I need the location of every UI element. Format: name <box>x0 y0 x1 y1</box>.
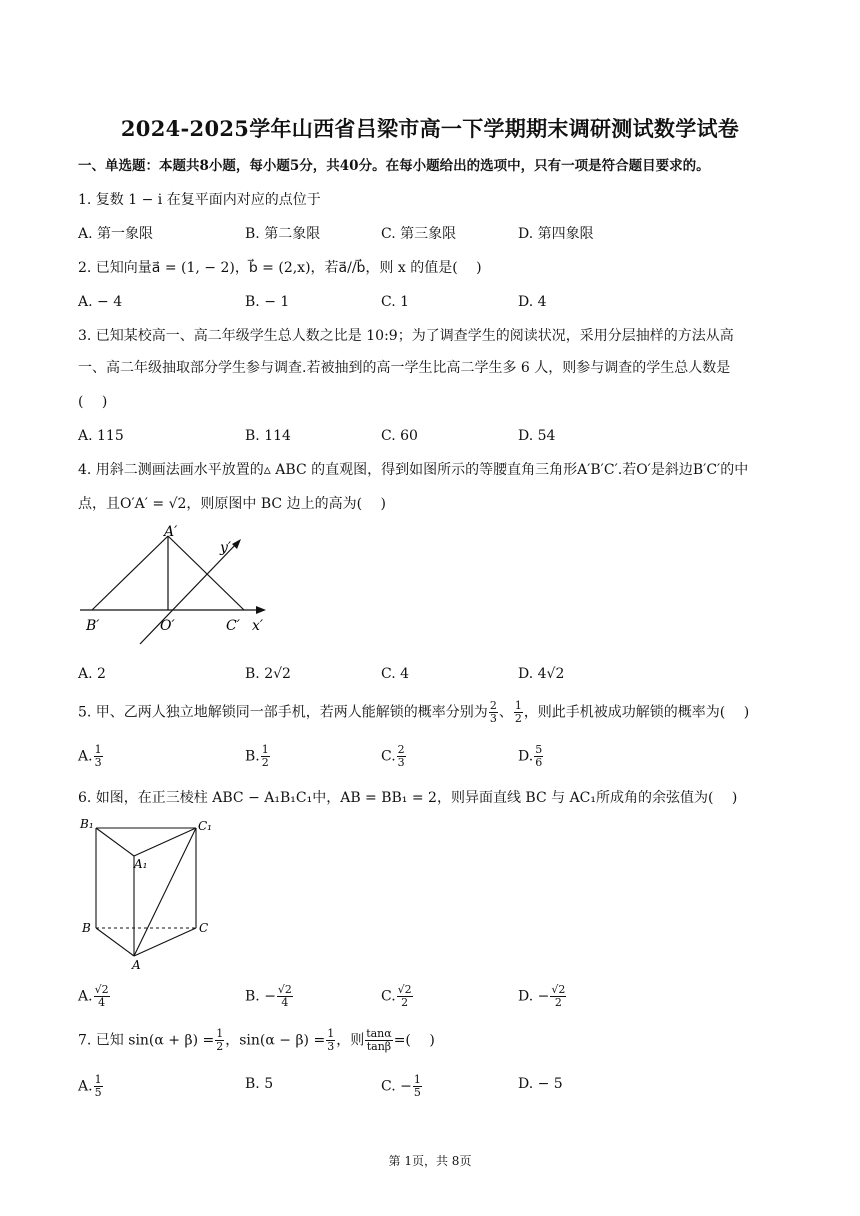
q4-label-x: x′ <box>252 618 264 634</box>
q6-label-c1: C₁ <box>198 819 212 833</box>
q5-option-b: B. $\frac{1}{2}$ <box>245 743 269 769</box>
question-6-stem: 6. 如图，在正三棱柱 ABC − A₁B₁C₁中，AB = BB₁ = 2，则异面直线 BC 与 AC₁所成角的余弦值为( ) <box>78 790 738 806</box>
q5-option-d: D. $\frac{5}{6}$ <box>518 743 543 769</box>
q4-label-y: y′ <box>220 540 232 556</box>
q1-option-d: D. 第四象限 <box>518 226 594 242</box>
q5-stem-end: ，则此手机被成功解锁的概率为( ) <box>523 704 750 721</box>
question-5-stem <box>78 700 749 725</box>
q6-option-c: C. $\frac{√2}{2}$ <box>381 983 412 1009</box>
question-7-stem: 7. 已知 sin(α + β) = $\frac{1}{2}$ ，sin(α − β) = $\frac{1}{3}$ ，则 $\frac{\tan\alpha}{\tan\beta}$ =( ) <box>78 1027 435 1053</box>
question-1-stem: 1. 复数 1 − i 在复平面内对应的点位于 <box>78 192 321 208</box>
question-3-line-1: 3. 已知某校高一、高二年级学生总人数之比是 10:9；为了调查学生的阅读状况，采用分层抽样的方法从高 <box>78 328 734 344</box>
page-title: 2024-2025学年山西省吕梁市高一下学期期末调研测试数学试卷 <box>120 116 740 141</box>
q6-figure <box>78 812 228 972</box>
q6-label-b1: B₁ <box>80 817 94 831</box>
q4-label-b: B′ <box>86 618 100 634</box>
q4-label-a: A′ <box>164 524 178 540</box>
q5-stem-start: 5. 甲、乙两人独立地解锁同一部手机，若两人能解锁的概率分别为 <box>78 704 488 721</box>
q5-option-c: C. $\frac{2}{3}$ <box>381 743 405 769</box>
q2-option-d: D. 4 <box>518 294 547 310</box>
q2-option-b: B. − 1 <box>245 294 290 310</box>
q5-separator: 、 <box>498 704 513 721</box>
q1-option-a: A. 第一象限 <box>78 226 154 242</box>
q6-option-b: B. − $\frac{√2}{4}$ <box>245 983 292 1009</box>
question-2-stem: 2. 已知向量a⃗ = (1, − 2)，b⃗ = (2,x)，若a⃗//b⃗，则 x 的值是( ) <box>78 260 482 276</box>
q7-option-c: C. − $\frac{1}{5}$ <box>381 1073 421 1099</box>
q3-option-a: A. 115 <box>78 428 124 444</box>
question-3-line-2: 一、高二年级抽取部分学生参与调查.若被抽到的高一学生比高二学生多 6 人，则参与调查的学生总人数是 <box>78 360 731 376</box>
q4-option-b: B. 2√2 <box>245 666 291 682</box>
q4-label-c: C′ <box>226 618 240 634</box>
q1-option-b: B. 第二象限 <box>245 226 321 242</box>
q7-fraction-3: $\frac{\tan\alpha}{\tan\beta}$ <box>366 1027 392 1053</box>
q3-option-d: D. 54 <box>518 428 556 444</box>
question-3-line-3: ( ) <box>78 394 108 410</box>
q6-option-d: D. − $\frac{√2}{2}$ <box>518 983 566 1009</box>
q2-option-c: C. 1 <box>381 294 410 310</box>
q7-option-d: D. − 5 <box>518 1076 563 1092</box>
q6-label-c: C <box>199 921 209 935</box>
q7-option-a: A. $\frac{1}{5}$ <box>78 1073 102 1099</box>
q4-label-o: O′ <box>160 618 175 634</box>
section-heading: 一、单选题：本题共8小题，每小题5分，共40分。在每小题给出的选项中，只有一项是符合题目要求的。 <box>78 158 710 174</box>
q6-label-a1: A₁ <box>134 857 148 871</box>
q4-figure <box>78 522 278 658</box>
question-4-line-2: 点，且O′A′ = √2，则原图中 BC 边上的高为( ) <box>78 496 386 512</box>
q7-fraction-2: $\frac{1}{3}$ <box>327 1027 335 1053</box>
q2-option-a: A. − 4 <box>78 294 123 310</box>
q7-fraction-1: $\frac{1}{2}$ <box>216 1027 224 1053</box>
q5-fraction-1: $\frac{2}{3}$ <box>489 699 497 725</box>
q5-fraction-2: $\frac{1}{2}$ <box>514 699 522 725</box>
page-footer: 第 1页，共 8页 <box>388 1154 472 1168</box>
q6-label-b: B <box>82 921 91 935</box>
q4-option-a: A. 2 <box>78 666 106 682</box>
q4-option-d: D. 4√2 <box>518 666 565 682</box>
q5-option-a: A. $\frac{1}{3}$ <box>78 743 102 769</box>
q7-option-b: B. 5 <box>245 1076 274 1092</box>
q1-option-c: C. 第三象限 <box>381 226 457 242</box>
q3-option-b: B. 114 <box>245 428 291 444</box>
q3-option-c: C. 60 <box>381 428 418 444</box>
q4-option-c: C. 4 <box>381 666 410 682</box>
question-4-line-1: 4. 用斜二测画法画水平放置的▵ ABC 的直观图，得到如图所示的等腰直角三角形A′B′C′.若O′是斜边B′C′的中 <box>78 462 749 478</box>
q6-option-a: A. $\frac{√2}{4}$ <box>78 983 109 1009</box>
q6-label-a: A <box>132 958 141 972</box>
